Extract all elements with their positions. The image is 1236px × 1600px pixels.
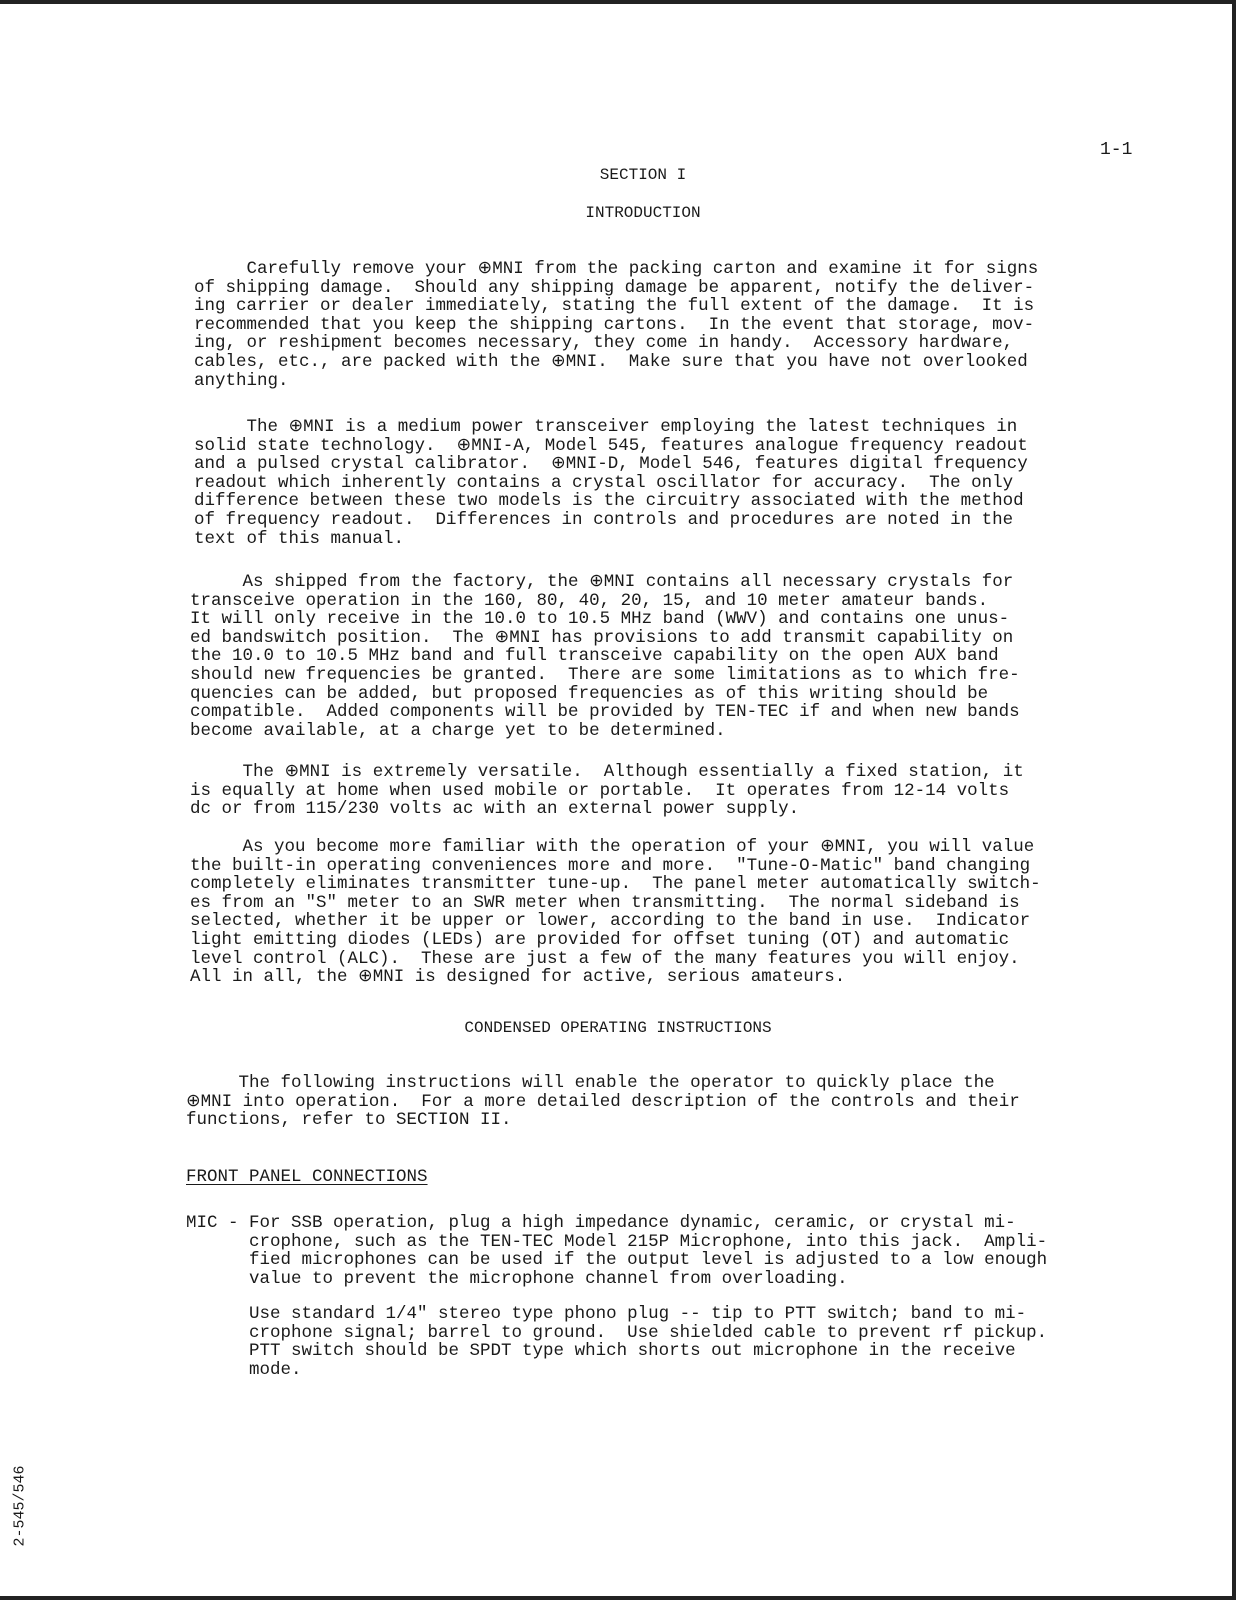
front-panel-connections-title: FRONT PANEL CONNECTIONS <box>186 1167 428 1187</box>
plug-paragraph: Use standard 1/4" stereo type phono plug -- tip to PTT switch; band to mi- crophone signal; barrel to ground. Use shielded cable to prevent rf pickup. PTT switch should be SPDT type which shorts out microphone in the receive mode. <box>249 1304 1048 1380</box>
intro-paragraph-2: The ⊕MNI is a medium power transceiver employing the latest techniques in solid state technology. ⊕MNI-A, Model 545, features analogue frequency readout and a pulsed crystal calibrator. ⊕MNI-D, Model 546, features digital frequency readout which inherently contains a crystal oscillator for accuracy. The only difference between these two models is the circuitry associated with the method of frequency readout. Differences in controls and procedures are noted in the text of this manual. <box>194 417 1028 549</box>
section-number: SECTION I <box>599 166 687 184</box>
intro-paragraph-5: As you become more familiar with the operation of your ⊕MNI, you will value the built-in operating conveniences more and more. "Tune-O-Matic" band changing completely eliminates transmitter tune-up. The panel meter automatically switch- es from an "S" meter to an SWR meter when transmitting. The normal sideband is selected, whether it be upper or lower, according to the band in use. Indicator light emitting diodes (LEDs) are provided for offset tuning (OT) and automatic level control (ALC). These are just a few of the many features you will enjoy. All in all, the ⊕MNI is designed for active, serious amateurs. <box>190 837 1041 988</box>
page-border-right <box>1232 0 1236 1600</box>
intro-paragraph-3: As shipped from the factory, the ⊕MNI contains all necessary crystals for transceive operation in the 160, 80, 40, 20, 15, and 10 meter amateur bands. It will only receive in the 10.0 to 10.5 MHz band (WWV) and contains one unus- ed bandswitch position. The ⊕MNI has provisions to add transmit capability on the 10.0 to 10.5 MHz band and full transceive capability on the open AUX band should new frequencies be granted. There are some limitations as to which fre- quencies can be added, but proposed frequencies as of this writing should be compatible. Added components will be provided by TEN-TEC if and when new bands become available, at a charge yet to be determined. <box>190 572 1020 741</box>
condensed-instructions-title: CONDENSED OPERATING INSTRUCTIONS <box>464 1019 772 1037</box>
condensed-instructions-paragraph: The following instructions will enable the operator to quickly place the ⊕MNI into operation. For a more detailed description of the controls and their functions, refer to SECTION II. <box>186 1073 1020 1131</box>
page-border-top <box>0 0 1236 4</box>
side-document-code: 2-545/546 <box>11 1465 29 1547</box>
intro-paragraph-4: The ⊕MNI is extremely versatile. Although essentially a fixed station, it is equally at home when used mobile or portable. It operates from 12-14 volts dc or from 115/230 volts ac with an external power supply. <box>190 762 1024 820</box>
intro-paragraph-1: Carefully remove your ⊕MNI from the packing carton and examine it for signs of shipping damage. Should any shipping damage be apparent, notify the deliver- ing carrier or dealer immediately, stating the full extent of the damage. It is recommended that you keep the shipping cartons. In the event that storage, mov- ing, or reshipment becomes necessary, they come in handy. Accessory hardware, cables, etc., are packed with the ⊕MNI. Make sure that you have not overlooked anything. <box>194 259 1039 391</box>
section-title: INTRODUCTION <box>585 204 701 222</box>
mic-paragraph: MIC - For SSB operation, plug a high impedance dynamic, ceramic, or crystal mi- crophone, such as the TEN-TEC Model 215P Microphone, into this jack. Ampli- fied microphones can be used if the output level is adjusted to a low enough value to prevent the microphone channel from overloading. <box>186 1213 1048 1289</box>
page-number: 1-1 <box>1100 140 1133 160</box>
page-border-bottom <box>0 1596 1236 1600</box>
